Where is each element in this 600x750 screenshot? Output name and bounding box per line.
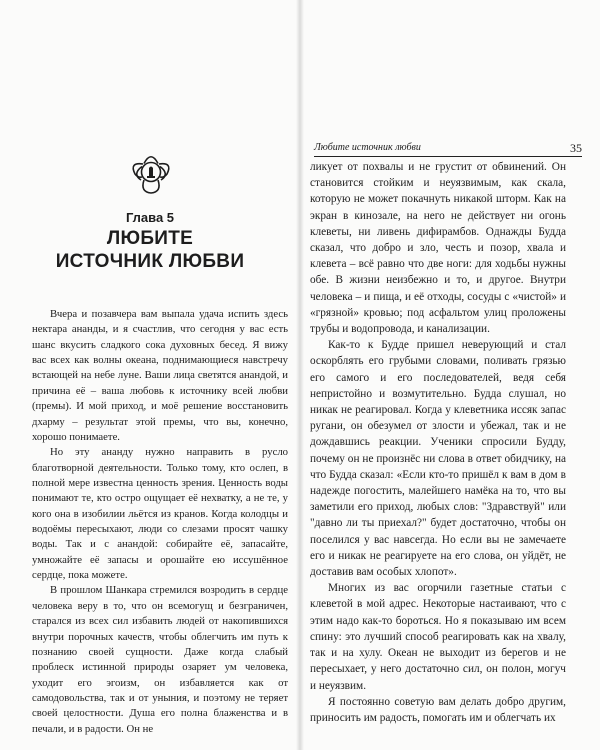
paragraph: Но эту ананду нужно направить в русло благотворной деятельности. Только тому, кто ослеп, в полной мере известна ценность зрения. Ценность воды понимают те, кто остро ощущает её нехватку, а не те, у кого она в изобилии льётся из кранов. Когда колодцы и водоёмы пересыхают, люди со слезами просят чашку воды. Так и с анандой: собирайте её, запасайте, умножайте её запасы и орошайте ею иссушённое сердце, пока можете. (32, 446, 288, 582)
lotus-emblem-icon (126, 148, 176, 196)
chapter-title-line: ИСТОЧНИК ЛЮБВИ (55, 251, 245, 272)
running-head-title: Любите источник любви (314, 142, 421, 153)
page-number: 35 (570, 141, 582, 155)
book-gutter (296, 0, 304, 750)
paragraph: Вчера и позавчера вам выпала удача испить здесь нектара ананды, и я счастлив, что сегодня у вас есть шанс вкусить сладкого сока духовных бесед. Я вижу вас всех как волны океана, поднимающиеся навстречу встающей на небе луне. Ваши лица светятся анандой, и причина её – ваша любовь к источнику всей любви (премы). И мой приход, и моё решение восстановить дхарму – результат этой премы, что вы, конечно, хорошо понимаете. (32, 308, 288, 443)
paragraph: Многих из вас огорчили газетные статьи с клеветой в мой адрес. Некоторые настаивают, что с этим надо как-то бороться. Но я показываю им всем спину: это лучший способ реагировать как на хвалу, так и на хулу. Океан не выходит из берегов и не пересыхает, у него достаточно сил, он полон, могуч и неуязвим. (310, 582, 566, 692)
right-page (300, 0, 600, 750)
paragraph: Как-то к Будде пришел неверующий и стал оскорблять его грубыми словами, поливать грязью его самого и его последователей, ведя себя непристойно и возмутительно. Будда слушал, но никак не реагировал. Когда у клеветника иссяк запас ругани, он обезумел от злости и убежал, так и не дождавшись реакции. Ученики спросили Будду, почему он не произнёс ни слова в ответ обидчику, на что Будда сказал: «Если кто-то пришёл к вам в дом в надежде погостить, малейшего намёка на то, что вы заметили его приход, любых слов: "Здравствуй" или "давно ли ты приехал?" будет достаточно, чтобы он поселился у вас навсегда. Но если вы не замечаете его и никак не реагируете на его слова, он уйдёт, не доставив вам особых хлопот». (310, 339, 566, 579)
paragraph: ликует от похвалы и не грустит от обвинений. Он становится стойким и неуязвимым, как скала, которую не может покачнуть никакой шторм. Как на экран в кинозале, на него не действует ни огонь клеветы, ни ливень дифирамбов. Однажды Будда сказал, что добро и зло, честь и позор, хвала и клевета – всё равно что две ноги: для ходьбы нужны обе. В жизни неизбежно и то, и другое. Внутри человека – и пища, и её отходы, сосуды с «чистой» и «грязной» кровью; под асфальтом улиц проложены трубы и водопровода, и канализации. (310, 161, 566, 336)
right-body-text (310, 159, 566, 726)
paragraph: В прошлом Шанкара стремился возродить в сердце человека веру в то, что он всемогущ и безграничен, старался из всех сил избавить людей от накопившихся внутри порочных качеств, чтобы облегчить им путь к познанию своей сущности. Даже когда слабый проблеск истинной природы озаряет ум человека, уходит его эгоизм, он избавляется как от самодовольства, так и от уныния, и поэтому не теряет своей целостности. Душа его полна блаженства и в печали, и в радости. Он не (32, 584, 288, 735)
chapter-label: Глава 5 (125, 210, 175, 225)
chapter-title (0, 227, 300, 273)
chapter-title-line: ЛЮБИТЕ (106, 228, 194, 249)
running-head (314, 142, 582, 157)
left-body-text (32, 307, 288, 737)
paragraph: Я постоянно советую вам делать добро другим, приносить им радость, помогать им и облегчать их (310, 695, 566, 724)
